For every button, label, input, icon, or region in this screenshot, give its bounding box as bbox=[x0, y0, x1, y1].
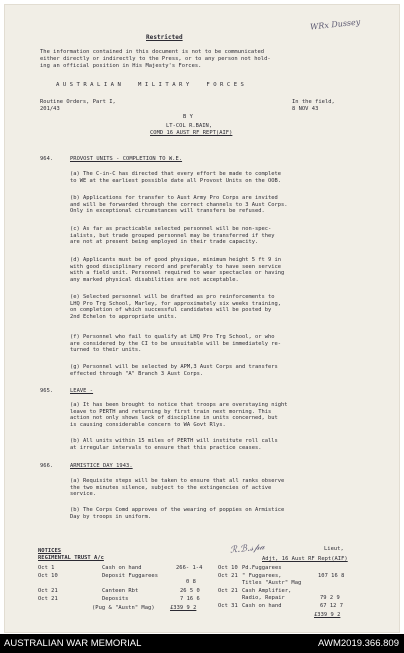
ledger-total: £339 9 2 bbox=[314, 612, 341, 618]
ledger-item: Cash on hand bbox=[102, 565, 142, 571]
paragraph: (d) Applicants must be of good physique, minimum height 5 ft 9 in with good disciplinary record and preferably to have seen service with a field unit. Personnel required to wear spectacles or having any marked physical disabilities are not acceptable. bbox=[70, 257, 285, 283]
signature-rank: Lieut, bbox=[324, 546, 344, 552]
ledger-date: Oct 21 bbox=[218, 573, 238, 579]
ledger-item: (Pug & "Austn" Mag) bbox=[92, 605, 155, 611]
ledger-item: Pd.Fuggarees bbox=[242, 565, 282, 571]
ledger-item: Canteen Rbt bbox=[102, 588, 139, 594]
ledger-amount: 26 5 0 bbox=[180, 588, 200, 594]
by-label: B Y bbox=[183, 114, 193, 120]
signature-title: Adjt, 16 Aust RF Rept(AIF) bbox=[262, 556, 348, 562]
ledger-date: Oct 21 bbox=[218, 588, 238, 594]
notice-line: either directly or indirectly to the Press, or to any person not hold- bbox=[40, 56, 271, 62]
notices-heading: NOTICES bbox=[38, 548, 62, 554]
command-title: COMD 16 AUST RF REPT(AIF) bbox=[150, 130, 233, 136]
paragraph: (b) Applications for transfer to Aust Army Pro Corps are invited and will be forwarded through the correct channels to 3 Aust Corps. Only in exceptional circumstances will transfers be refused. bbox=[70, 195, 288, 215]
section-title: ARMISTICE DAY 1943. bbox=[70, 463, 133, 469]
ledger-date: Oct 10 bbox=[218, 565, 238, 571]
ledger-item: Cash on hand bbox=[242, 603, 282, 609]
accession-number: AWM2019.366.809 bbox=[318, 638, 399, 649]
paragraph: (f) Personnel who fail to qualify at LHQ Pro Trg School, or who are considered by the CI to be unsuitable will be immediately re- turned to their units. bbox=[70, 334, 281, 354]
ledger-amount: 266- 1-4 bbox=[176, 565, 203, 571]
section-number: 966. bbox=[40, 463, 54, 469]
ledger-item: Deposits bbox=[102, 596, 129, 602]
ledger-date: Oct 1 bbox=[38, 565, 55, 571]
order-number: 201/43 bbox=[40, 106, 60, 112]
paragraph: (a) The C-in-C has directed that every effort be made to complete to WE at the earliest possible date all Provost Units on the OOB. bbox=[70, 171, 281, 184]
ledger-date: Oct 10 bbox=[38, 573, 58, 579]
section-title: LEAVE - bbox=[70, 388, 94, 394]
archive-footer bbox=[0, 634, 404, 653]
routine-orders-label: Routine Orders, Part I, bbox=[40, 99, 116, 105]
ledger-item: Radio, Repair bbox=[242, 595, 285, 601]
paragraph: (c) As far as practicable selected personnel will be non-spec- ialists, but trade grouped personnel may be transferred if they are not at present being employed in their trade capacity. bbox=[70, 226, 275, 246]
paragraph: (a) It has been brought to notice that troops are overstaying night leave to PERTH and returning by first train next morning. This action not only shows lack of discipline in units concerned, but is causing considerable concern to WA Govt Rlys. bbox=[70, 402, 288, 428]
restricted-heading: Restricted bbox=[146, 34, 183, 41]
ledger-total: £339 9 2 bbox=[170, 605, 197, 611]
handwritten-signature: ℛ.ℬ.𝓈𝓅𝒶 bbox=[229, 542, 266, 556]
ledger-item: Cash Amplifier, bbox=[242, 588, 292, 594]
notice-line: ing an official position in His Majesty's Forces. bbox=[40, 63, 202, 69]
officer-name: LT-COL R.BAIN, bbox=[166, 123, 213, 129]
location: In the field, bbox=[292, 99, 335, 105]
ledger-item: " Fuggarees, bbox=[242, 573, 282, 579]
document-page bbox=[4, 4, 400, 633]
order-date: 8 NOV 43 bbox=[292, 106, 319, 112]
ledger-amount: 107 16 8 bbox=[318, 573, 345, 579]
paragraph: (b) The Corps Comd approves of the wearing of poppies on Armistice Day by troops in uniform. bbox=[70, 507, 285, 520]
ledger-item: Titles "Austr" Mag bbox=[242, 580, 302, 586]
ledger-amount: 7 16 6 bbox=[180, 596, 200, 602]
institution-name: AUSTRALIAN WAR MEMORIAL bbox=[4, 638, 142, 649]
ledger-date: Oct 31 bbox=[218, 603, 238, 609]
section-number: 965. bbox=[40, 388, 54, 394]
handwritten-note: WRx Dussey bbox=[309, 17, 361, 32]
paragraph: (e) Selected personnel will be drafted as pro reinforcements to LHQ Pro Trg School, Marley, for approximately six weeks training, on completion of which successful candidates will be posted by 2nd Echelon to appropriate units. bbox=[70, 294, 281, 320]
paragraph: (g) Personnel will be selected by APM,3 Aust Corps and transfers effected through "A" Branch 3 Aust Corps. bbox=[70, 364, 278, 377]
ledger-date: Oct 21 bbox=[38, 596, 58, 602]
ledger-amount: 0 8 bbox=[186, 579, 196, 585]
ledger-item: Deposit Fuggarees bbox=[102, 573, 159, 579]
force-title: A U S T R A L I A N M I L I T A R Y F O R C E S bbox=[56, 82, 244, 88]
paragraph: (b) All units within 15 miles of PERTH will institute roll calls at irregular intervals to ensure that this practice ceases. bbox=[70, 438, 278, 451]
notices-subheading: REGIMENTAL TRUST A/c bbox=[38, 555, 104, 561]
ledger-amount: 67 12 7 bbox=[320, 603, 344, 609]
section-title: PROVOST UNITS - COMPLETION TO W.E. bbox=[70, 156, 183, 162]
ledger-date: Oct 21 bbox=[38, 588, 58, 594]
paragraph: (a) Requisite steps will be taken to ensure that all ranks observe the two minutes silence, subject to the extingencies of active service. bbox=[70, 478, 285, 498]
section-number: 964. bbox=[40, 156, 54, 162]
notice-line: The information contained in this document is not to be communicated bbox=[40, 49, 265, 55]
ledger-amount: 79 2 9 bbox=[320, 595, 340, 601]
